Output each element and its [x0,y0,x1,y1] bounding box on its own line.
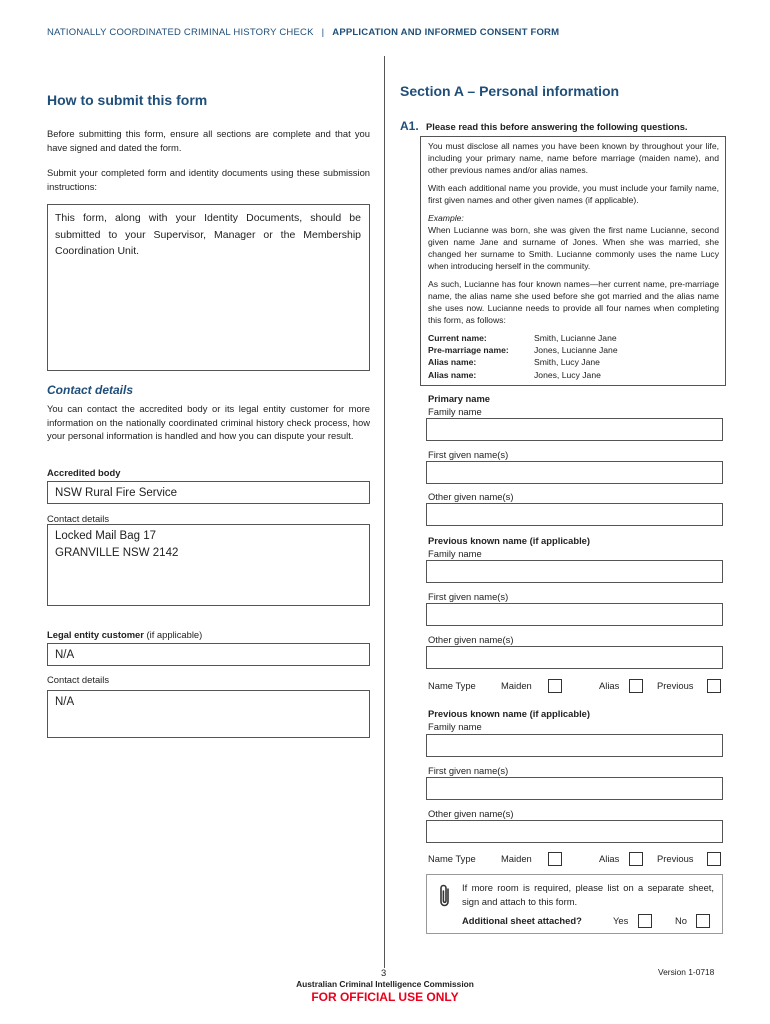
prev2-alias-label: Alias [599,853,620,864]
submit-para-2: Submit your completed form and identity documents using these submission instructions: [47,167,370,192]
submit-para-1: Before submitting this form, ensure all sections are complete and that you have signed and dated the form. [47,128,370,153]
prev1-name-type-label: Name Type [428,680,476,691]
prev2-maiden-label: Maiden [501,853,532,864]
contact-address-line-1: Locked Mail Bag 17 [55,530,157,542]
prev2-other-name-input[interactable] [426,820,723,843]
example-name-value: Jones, Lucy Jane [534,369,601,380]
example-name-value: Jones, Lucianne Jane [534,345,618,356]
prev1-maiden-checkbox[interactable] [548,679,562,693]
additional-no-label: No [675,915,687,926]
example-name-key: Current name: [428,333,487,343]
prev1-other-name-input[interactable] [426,646,723,669]
primary-other-name-input[interactable] [426,503,723,526]
contact-details-label: Contact details [47,513,110,524]
prev2-family-label: Family name [428,721,482,732]
contact-details-title: Contact details [47,383,134,397]
footer-organisation: Australian Criminal Intelligence Commission [296,979,474,989]
prev1-family-label: Family name [428,548,482,559]
accredited-body-field[interactable] [47,481,370,504]
legal-entity-field[interactable] [47,643,370,666]
info-para-4: As such, Lucianne has four known names—her current name, pre-marriage name, the alias name she used before she got married and the alias name she uses now. Lucianne needs to provide all four names when completing this form, as follows: [428,279,719,325]
prev1-maiden-label: Maiden [501,680,532,691]
prev1-family-name-input[interactable] [426,560,723,583]
primary-other-label: Other given name(s) [428,491,514,502]
example-name-key: Alias name: [428,369,477,380]
additional-yes-checkbox[interactable] [638,914,652,928]
primary-name-heading: Primary name [428,393,491,404]
contact-details-field[interactable] [47,524,370,606]
example-label: Example: [428,213,464,223]
example-name-key: Alias name: [428,357,477,368]
names-info-box [420,136,726,386]
example-text: When Lucianne was born, she was given the first name Lucianne, second given name Jane and surname of Jones. When she was married, she changed her surname to Smith. Lucianne commonly uses the name Lucy when introducing herself in the community. [428,225,719,271]
info-para-1: You must disclose all names you have been known by throughout your life, including your primary name, name before marriage (maiden name), and other previous names and/or alias names. [428,141,719,175]
section-a-title: Section A – Personal information [400,83,620,99]
additional-sheet-text: If more room is required, please list on a separate sheet, sign and attach to this form. [462,882,714,907]
previous-name-1-heading: Previous known name (if applicable) [428,535,591,546]
submission-instructions-text: This form, along with your Identity Documents, should be submitted to your Supervisor, Manager or the Membership Coordination Unit. [55,212,361,257]
contact-details-2-value: N/A [55,696,75,708]
prev2-family-name-input[interactable] [426,734,723,757]
official-use-banner: FOR OFFICIAL USE ONLY [311,990,459,1004]
paperclip-icon [436,883,454,909]
prev2-other-label: Other given name(s) [428,808,514,819]
legal-entity-value: N/A [55,649,75,661]
page-number: 3 [381,967,387,978]
prev1-first-name-input[interactable] [426,603,723,626]
previous-name-2-heading: Previous known name (if applicable) [428,708,591,719]
contact-details-para: You can contact the accredited body or its legal entity customer for more information on the nationally coordinated criminal history check process, how your personal information is handled and how you can dispute your result. [47,403,370,442]
accredited-body-label: Accredited body [47,467,121,478]
additional-sheet-label: Additional sheet attached? [462,915,582,926]
additional-yes-label: Yes [613,915,629,926]
contact-details-2-label: Contact details [47,674,110,685]
info-para-2: With each additional name you provide, you must include your family name, first given names and other given names (if applicable). [428,183,719,205]
version-label: Version 1-0718 [658,967,715,977]
prev1-other-label: Other given name(s) [428,634,514,645]
question-a1-heading: Please read this before answering the following questions. [426,121,688,132]
prev2-previous-label: Previous [657,853,694,864]
page-header [47,27,559,38]
prev1-first-label: First given name(s) [428,591,509,602]
example-names-list [428,332,719,381]
accredited-body-value: NSW Rural Fire Service [55,487,178,499]
prev1-alias-checkbox[interactable] [629,679,643,693]
prev2-alias-checkbox[interactable] [629,852,643,866]
legal-entity-label-bold: Legal entity customer [47,629,144,640]
example-name-value: Smith, Lucianne Jane [534,333,617,343]
prev2-first-label: First given name(s) [428,765,509,776]
primary-family-label: Family name [428,406,482,417]
prev1-previous-label: Previous [657,680,694,691]
prev1-alias-label: Alias [599,680,620,691]
prev2-previous-checkbox[interactable] [707,852,721,866]
header-subtitle: APPLICATION AND INFORMED CONSENT FORM [332,27,560,38]
question-a1-number: A1. [400,119,419,133]
prev1-previous-checkbox[interactable] [707,679,721,693]
legal-entity-label-note: (if applicable) [143,629,203,640]
additional-no-checkbox[interactable] [696,914,710,928]
prev2-first-name-input[interactable] [426,777,723,800]
header-title: NATIONALLY COORDINATED CRIMINAL HISTORY CHECK [47,27,314,38]
header-separator: | [321,27,325,38]
example-name-key: Pre-marriage name: [428,345,509,356]
column-divider [384,56,385,968]
legal-entity-label [47,629,202,640]
example-name-value: Smith, Lucy Jane [534,357,600,368]
contact-details-2-field[interactable] [47,690,370,738]
prev2-name-type-label: Name Type [428,853,476,864]
primary-family-name-input[interactable] [426,418,723,441]
contact-address-line-2: GRANVILLE NSW 2142 [55,547,179,559]
prev2-maiden-checkbox[interactable] [548,852,562,866]
primary-first-name-input[interactable] [426,461,723,484]
submission-instructions-box[interactable] [47,204,370,371]
primary-first-label: First given name(s) [428,449,509,460]
how-to-submit-title: How to submit this form [47,92,208,108]
